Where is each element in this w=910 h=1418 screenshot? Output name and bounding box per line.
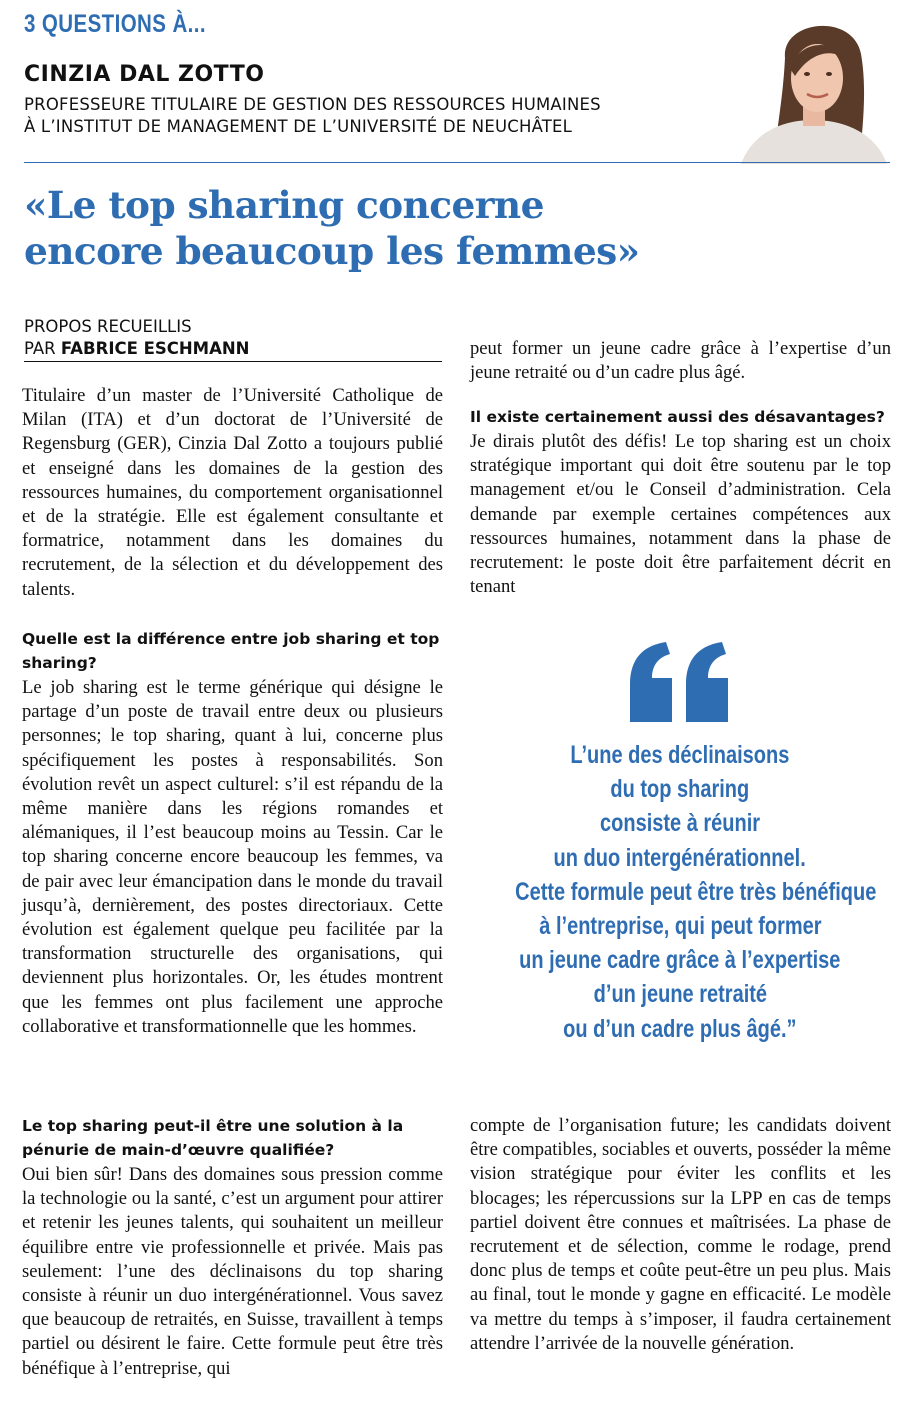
pull-quote-line: [470, 875, 890, 909]
header-divider: [24, 162, 890, 163]
pull-quote-line-text: Cette formule peut être très bénéfique: [515, 877, 877, 906]
pull-quote-line: [470, 806, 890, 840]
headline-line-2: encore beaucoup les femmes»: [24, 229, 640, 273]
pull-quote-line: [470, 738, 890, 772]
byline: [24, 316, 442, 360]
role-line-2: À L’INSTITUT DE MANAGEMENT DE L’UNIVERSITÉ DE NEUCHÂTEL: [24, 117, 573, 136]
question-1: Quelle est la différence entre job sharing et top sharing?: [22, 630, 440, 672]
pull-quote-line: [470, 977, 890, 1011]
pull-quote-line-text: d’un jeune retraité: [593, 980, 767, 1009]
pull-quote-line-text: ou d’un cadre plus âgé.”: [563, 1014, 797, 1043]
pull-quote-line: [470, 1012, 890, 1046]
section-kicker: 3 QUESTIONS À...: [24, 10, 206, 38]
interviewee-role: [24, 94, 601, 138]
byline-prefix: PAR: [24, 339, 56, 358]
answer-3: Je dirais plutôt des défis! Le top sharing est un choix stratégique important qui doit être soutenu par le top management et/ou le Conseil d’administration. Cela demande par exemple certaines compétences aux ressources humaines, notamment dans la phase de recrutement: le poste doit être parfaitement décrit en tenant: [470, 431, 891, 598]
intro-paragraph: Titulaire d’un master de l’Université Catholique de Milan (ITA) et d’un doctorat de l’Université de Regensburg (GER), Cinzia Dal Zotto a toujours publié et enseigné dans les domaines de la gestion des ressources humaines, du comportement organisationnel et de la stratégie. Elle est également consultante et formatrice, notamment dans les domaines du recrutement, de la sélection et du développement des talents.: [22, 385, 443, 600]
portrait-photo: [733, 8, 891, 164]
pull-quote-text: [470, 738, 890, 1046]
pull-quote-line-text: du top sharing: [610, 775, 750, 804]
byline-divider: [24, 361, 442, 362]
pull-quote-line-text: consiste à réunir: [599, 809, 761, 838]
pull-quote-line: [470, 772, 890, 806]
pull-quote-line-text: à l’entreprise, qui peut former: [538, 912, 822, 941]
pull-quote-line: [470, 909, 890, 943]
question-2: Le top sharing peut-il être une solution à la pénurie de main-d’œuvre qualifiée?: [22, 1117, 404, 1159]
pull-quote-line: [470, 943, 890, 977]
portrait-illustration: [733, 8, 891, 164]
role-line-1: PROFESSEURE TITULAIRE DE GESTION DES RESSOURCES HUMAINES: [24, 95, 601, 114]
headline: [24, 182, 884, 274]
byline-line-2: [24, 338, 442, 360]
pull-quote-line-text: un duo intergénérationnel.: [553, 843, 807, 872]
interviewee-name: CINZIA DAL ZOTTO: [24, 62, 265, 87]
pull-quote-line: [470, 841, 890, 875]
answer-2-continuation: peut former un jeune cadre grâce à l’expertise d’un jeune retraité ou d’un cadre plus âgé.: [470, 338, 891, 384]
answer-2: Oui bien sûr! Dans des domaines sous pression comme la technologie ou la santé, c’est un argument pour attirer et retenir les jeunes talents, qui souhaitent un meilleur équilibre entre vie professionnelle et privée. Mais pas seulement: l’une des déclinaisons du top sharing consiste à réunir un duo intergénérationnel. Vous savez que beaucoup de retraités, en Suisse, travaillent à temps partiel ou désirent le faire. Cette formule peut être très bénéfique à l’entreprise, qui: [22, 1164, 443, 1379]
headline-line-1: «Le top sharing concerne: [24, 183, 544, 227]
answer-1: Le job sharing est le terme générique qui désigne le partage d’un poste de travail entre deux ou plusieurs personnes; le top sharing, quant à lui, concerne plus spécifiquement les postes à responsabilités. Son évolution revêt un aspect culturel: s’il est répandu de la même manière dans les régions romandes et alémaniques, il l’est beaucoup moins au Tessin. Car le top sharing concerne encore beaucoup les femmes, va de pair avec leur émancipation dans le monde du travail jusqu’à, dernièrement, des postes directoriaux. Cette évolution est également quelque peu facilitée par la transformation structurelle des organisations, qui deviennent plus horizontales. Or, les études montrent que les femmes ont plus facilement une approche collaborative et transformationnelle que les hommes.: [22, 677, 443, 1037]
pull-quote-line-text: un jeune cadre grâce à l’expertise: [519, 946, 841, 975]
pull-quote: [470, 640, 890, 1043]
quote-mark-icon: [626, 640, 734, 722]
question-3: Il existe certainement aussi des désavantages?: [470, 408, 885, 426]
pull-quote-line-text: L’une des déclinaisons: [570, 741, 790, 769]
byline-author: FABRICE ESCHMANN: [60, 339, 250, 358]
byline-line-1: PROPOS RECUEILLIS: [24, 317, 192, 336]
answer-3-continuation: compte de l’organisation future; les candidats doivent être compatibles, sociables et ouverts, posséder la même vision stratégique pour éviter les conflits et les blocages; les répercussions sur la LPP en cas de temps partiel doivent être connues et maîtrisées. La phase de recrutement et de sélection, comme le rodage, prend donc plus de temps et coûte peut-être un peu plus. Mais au final, tout le monde y gagne en efficacité. Le modèle va mettre du temps à s’imposer, il faudra certainement attendre l’arrivée de la nouvelle génération.: [470, 1115, 891, 1354]
